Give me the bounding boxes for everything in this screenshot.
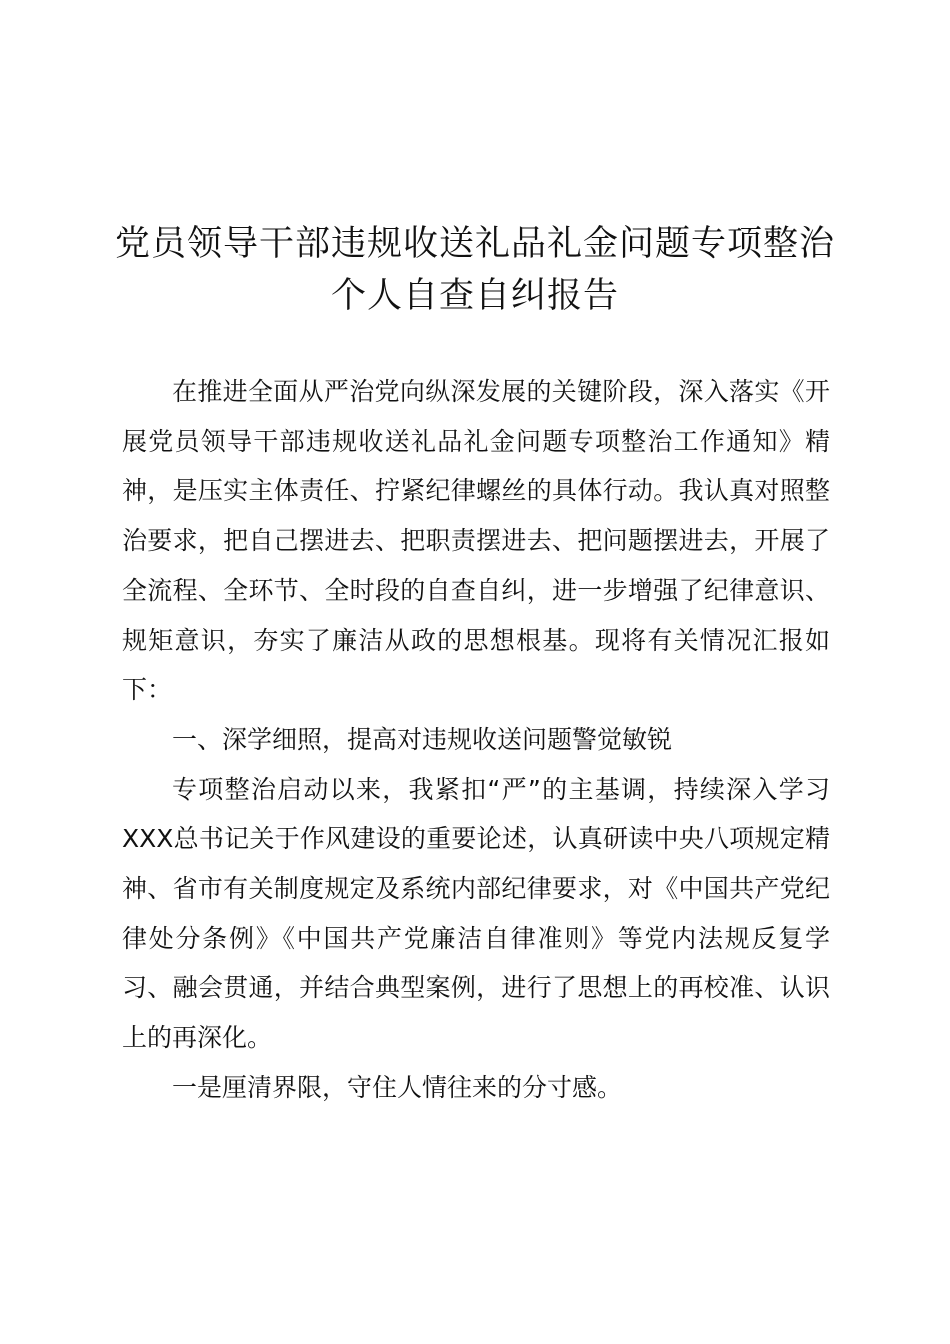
subsection-heading-1: 一是厘清界限，守住人情往来的分寸感。 [172, 1072, 623, 1102]
document-body [122, 367, 830, 1113]
section-heading-1: 一、深学细照，提高对违规收送问题警觉敏锐 [172, 724, 673, 754]
intro-paragraph: 在推进全面从严治党向纵深发展的关键阶段，深入落实《开展党员领导干部违规收送礼品礼金问题专项整治工作通知》精神，是压实主体责任、拧紧纪律螺丝的具体行动。我认真对照整治要求，把自己摆进去、把职责摆进去、把问题摆进去，开展了全流程、全环节、全时段的自查自纠，进一步增强了纪律意识、规矩意识，夯实了廉洁从政的思想根基。现将有关情况汇报如下： [122, 377, 830, 705]
document-title-line-1: 党员领导干部违规收送礼品礼金问题专项整治 [114, 224, 835, 264]
document-title-line-2: 个人自查自纠报告 [330, 276, 619, 316]
section-1-paragraph: 专项整治启动以来，我紧扣“严”的主基调，持续深入学习XXX总书记关于作风建设的重要论述，认真研读中央八项规定精神、省市有关制度规定及系统内部纪律要求，对《中国共产党纪律处分条例》《中国共产党廉洁自律准则》等党内法规反复学习、融会贯通，并结合典型案例，进行了思想上的再校准、认识上的再深化。 [122, 774, 830, 1053]
